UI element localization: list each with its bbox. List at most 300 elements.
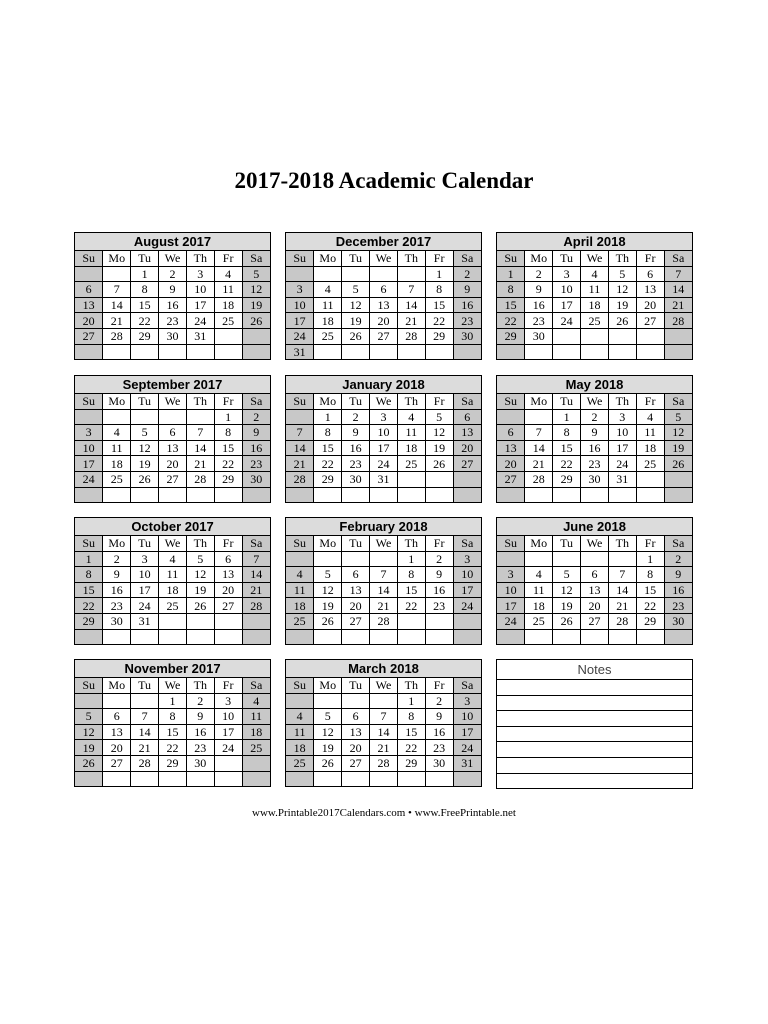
month-calendar xyxy=(285,375,482,503)
day-cell: 5 xyxy=(314,709,342,725)
day-cell xyxy=(242,755,270,771)
day-cell: 7 xyxy=(131,709,159,725)
day-cell: 6 xyxy=(103,709,131,725)
day-cell: 13 xyxy=(342,582,370,598)
day-cell xyxy=(314,487,342,502)
day-cell: 31 xyxy=(453,755,481,771)
day-header: Mo xyxy=(314,678,342,694)
month-title: March 2018 xyxy=(286,660,481,678)
day-cell xyxy=(214,344,242,359)
day-header: We xyxy=(159,394,187,410)
day-cell xyxy=(159,629,187,644)
day-cell: 10 xyxy=(453,709,481,725)
day-cell: 19 xyxy=(242,297,270,313)
day-cell: 5 xyxy=(75,709,103,725)
day-cell: 12 xyxy=(75,724,103,740)
day-cell xyxy=(425,771,453,786)
day-cell: 4 xyxy=(214,266,242,282)
day-cell: 23 xyxy=(525,313,553,329)
day-cell xyxy=(425,487,453,502)
day-cell xyxy=(103,629,131,644)
day-cell: 9 xyxy=(425,567,453,583)
day-cell xyxy=(525,344,553,359)
day-cell xyxy=(581,344,609,359)
day-cell: 25 xyxy=(103,471,131,487)
day-cell xyxy=(214,487,242,502)
day-cell: 19 xyxy=(131,456,159,472)
day-header: Th xyxy=(186,394,214,410)
day-cell: 8 xyxy=(425,282,453,298)
day-header: Mo xyxy=(103,678,131,694)
day-cell xyxy=(664,487,692,502)
day-cell: 13 xyxy=(214,567,242,583)
day-header: Fr xyxy=(214,251,242,267)
notes-line xyxy=(497,680,692,696)
day-cell: 25 xyxy=(286,755,314,771)
day-cell: 26 xyxy=(131,471,159,487)
day-cell: 15 xyxy=(314,440,342,456)
day-cell: 4 xyxy=(581,266,609,282)
day-cell xyxy=(636,471,664,487)
day-cell: 25 xyxy=(286,613,314,629)
day-cell xyxy=(370,344,398,359)
day-cell: 7 xyxy=(186,425,214,441)
day-cell: 16 xyxy=(453,297,481,313)
day-cell xyxy=(608,328,636,344)
day-header: Sa xyxy=(242,678,270,694)
day-cell: 21 xyxy=(242,582,270,598)
day-cell xyxy=(75,771,103,786)
day-cell xyxy=(370,693,398,709)
day-cell: 19 xyxy=(75,740,103,756)
day-header: Fr xyxy=(425,678,453,694)
day-cell: 23 xyxy=(664,598,692,614)
day-cell: 15 xyxy=(214,440,242,456)
day-cell: 12 xyxy=(314,724,342,740)
day-cell: 1 xyxy=(425,266,453,282)
day-header: Sa xyxy=(242,251,270,267)
day-cell: 25 xyxy=(525,613,553,629)
day-cell: 17 xyxy=(214,724,242,740)
day-cell: 5 xyxy=(186,551,214,567)
day-cell: 11 xyxy=(314,297,342,313)
day-cell xyxy=(159,344,187,359)
day-cell: 17 xyxy=(497,598,525,614)
day-cell: 3 xyxy=(75,425,103,441)
day-cell xyxy=(453,629,481,644)
day-cell: 1 xyxy=(131,266,159,282)
day-cell: 31 xyxy=(608,471,636,487)
day-header: We xyxy=(159,536,187,552)
day-cell: 21 xyxy=(664,297,692,313)
day-cell: 19 xyxy=(342,313,370,329)
month-calendar xyxy=(285,517,482,645)
day-cell xyxy=(397,266,425,282)
day-cell xyxy=(397,613,425,629)
day-cell: 5 xyxy=(425,409,453,425)
day-cell: 2 xyxy=(664,551,692,567)
day-cell: 30 xyxy=(453,328,481,344)
day-cell: 5 xyxy=(131,425,159,441)
day-cell: 30 xyxy=(186,755,214,771)
day-cell: 20 xyxy=(581,598,609,614)
month-title: December 2017 xyxy=(286,233,481,251)
day-cell: 3 xyxy=(214,693,242,709)
day-cell: 19 xyxy=(553,598,581,614)
day-cell xyxy=(75,487,103,502)
day-cell xyxy=(286,771,314,786)
day-cell xyxy=(636,328,664,344)
day-cell: 17 xyxy=(453,582,481,598)
day-cell xyxy=(497,409,525,425)
day-cell: 1 xyxy=(214,409,242,425)
day-cell: 24 xyxy=(497,613,525,629)
day-header: Tu xyxy=(342,394,370,410)
day-cell: 27 xyxy=(75,328,103,344)
day-cell xyxy=(103,487,131,502)
day-cell: 3 xyxy=(186,266,214,282)
day-cell: 28 xyxy=(186,471,214,487)
day-cell: 10 xyxy=(497,582,525,598)
day-cell: 27 xyxy=(159,471,187,487)
day-cell: 5 xyxy=(664,409,692,425)
day-cell xyxy=(186,629,214,644)
day-header: Mo xyxy=(314,251,342,267)
day-cell: 9 xyxy=(186,709,214,725)
day-cell: 20 xyxy=(75,313,103,329)
day-cell: 21 xyxy=(370,740,398,756)
day-cell: 6 xyxy=(453,409,481,425)
day-cell: 18 xyxy=(103,456,131,472)
day-cell: 13 xyxy=(453,425,481,441)
day-cell: 21 xyxy=(370,598,398,614)
day-cell: 14 xyxy=(525,440,553,456)
month-title: November 2017 xyxy=(75,660,270,678)
day-cell: 1 xyxy=(159,693,187,709)
day-header: Mo xyxy=(314,394,342,410)
day-cell: 24 xyxy=(453,740,481,756)
day-cell: 26 xyxy=(242,313,270,329)
month-calendar xyxy=(74,232,271,360)
day-cell xyxy=(342,344,370,359)
day-cell: 2 xyxy=(425,551,453,567)
day-cell: 7 xyxy=(370,567,398,583)
day-header: Su xyxy=(286,251,314,267)
month-title: September 2017 xyxy=(75,376,270,394)
day-cell: 28 xyxy=(242,598,270,614)
day-cell: 6 xyxy=(75,282,103,298)
day-cell: 7 xyxy=(286,425,314,441)
day-header: Tu xyxy=(131,251,159,267)
day-cell: 11 xyxy=(525,582,553,598)
day-cell: 26 xyxy=(664,456,692,472)
day-cell: 14 xyxy=(664,282,692,298)
day-cell xyxy=(214,613,242,629)
day-cell: 1 xyxy=(497,266,525,282)
day-cell: 30 xyxy=(159,328,187,344)
day-cell: 11 xyxy=(397,425,425,441)
day-cell: 8 xyxy=(159,709,187,725)
day-cell: 14 xyxy=(286,440,314,456)
day-cell: 18 xyxy=(525,598,553,614)
day-cell xyxy=(553,487,581,502)
notes-box xyxy=(496,659,693,789)
day-cell xyxy=(159,409,187,425)
day-cell: 8 xyxy=(131,282,159,298)
day-cell: 25 xyxy=(159,598,187,614)
day-cell: 29 xyxy=(314,471,342,487)
day-cell xyxy=(553,629,581,644)
day-cell xyxy=(397,487,425,502)
day-cell: 1 xyxy=(636,551,664,567)
day-cell xyxy=(425,344,453,359)
month-calendar xyxy=(74,517,271,645)
day-cell: 9 xyxy=(664,567,692,583)
day-cell: 26 xyxy=(425,456,453,472)
day-cell: 14 xyxy=(370,582,398,598)
month-title: August 2017 xyxy=(75,233,270,251)
day-cell: 26 xyxy=(342,328,370,344)
day-cell: 2 xyxy=(159,266,187,282)
day-cell: 23 xyxy=(453,313,481,329)
day-cell: 28 xyxy=(370,613,398,629)
day-cell: 7 xyxy=(242,551,270,567)
day-cell xyxy=(159,487,187,502)
day-cell: 15 xyxy=(397,724,425,740)
day-header: We xyxy=(581,394,609,410)
day-header: Th xyxy=(186,251,214,267)
day-cell xyxy=(186,487,214,502)
day-cell: 16 xyxy=(242,440,270,456)
day-cell xyxy=(131,771,159,786)
day-cell: 1 xyxy=(397,551,425,567)
day-cell xyxy=(75,409,103,425)
day-cell: 13 xyxy=(581,582,609,598)
day-cell: 18 xyxy=(242,724,270,740)
day-cell: 16 xyxy=(342,440,370,456)
month-calendar xyxy=(285,659,482,787)
day-cell: 11 xyxy=(214,282,242,298)
day-cell xyxy=(314,629,342,644)
month-calendar xyxy=(496,375,693,503)
day-cell xyxy=(553,344,581,359)
month-calendar xyxy=(496,232,693,360)
day-header: Sa xyxy=(664,251,692,267)
day-cell: 19 xyxy=(608,297,636,313)
day-cell xyxy=(314,771,342,786)
footer-text: www.Printable2017Calendars.com • www.FreePrintable.net xyxy=(252,807,516,819)
day-cell xyxy=(159,613,187,629)
day-cell: 11 xyxy=(286,582,314,598)
day-cell: 25 xyxy=(214,313,242,329)
day-cell: 26 xyxy=(553,613,581,629)
day-cell: 22 xyxy=(636,598,664,614)
day-cell: 10 xyxy=(553,282,581,298)
day-cell: 23 xyxy=(581,456,609,472)
day-cell xyxy=(581,629,609,644)
day-header: Su xyxy=(75,251,103,267)
day-cell: 28 xyxy=(103,328,131,344)
day-cell: 6 xyxy=(342,709,370,725)
day-cell xyxy=(664,629,692,644)
day-cell xyxy=(581,328,609,344)
day-cell xyxy=(286,487,314,502)
day-header: Sa xyxy=(453,251,481,267)
day-cell: 27 xyxy=(497,471,525,487)
day-cell: 15 xyxy=(425,297,453,313)
month-calendar xyxy=(74,659,271,787)
day-cell: 17 xyxy=(370,440,398,456)
day-cell: 13 xyxy=(342,724,370,740)
day-cell: 21 xyxy=(186,456,214,472)
day-cell: 28 xyxy=(286,471,314,487)
day-header: Tu xyxy=(553,394,581,410)
day-cell: 24 xyxy=(131,598,159,614)
day-cell: 23 xyxy=(186,740,214,756)
day-cell: 5 xyxy=(608,266,636,282)
day-header: We xyxy=(581,251,609,267)
day-header: Sa xyxy=(242,394,270,410)
day-cell: 31 xyxy=(186,328,214,344)
day-cell: 29 xyxy=(636,613,664,629)
day-cell xyxy=(286,409,314,425)
day-cell: 29 xyxy=(75,613,103,629)
day-cell: 24 xyxy=(453,598,481,614)
day-header: Tu xyxy=(553,251,581,267)
day-cell: 15 xyxy=(553,440,581,456)
day-cell xyxy=(664,471,692,487)
day-cell: 14 xyxy=(103,297,131,313)
day-cell: 4 xyxy=(159,551,187,567)
day-cell: 11 xyxy=(581,282,609,298)
day-cell xyxy=(636,487,664,502)
day-cell: 19 xyxy=(425,440,453,456)
day-cell: 12 xyxy=(242,282,270,298)
day-cell: 30 xyxy=(525,328,553,344)
day-cell xyxy=(242,487,270,502)
month-title: April 2018 xyxy=(497,233,692,251)
day-cell xyxy=(342,693,370,709)
day-cell: 9 xyxy=(103,567,131,583)
day-cell: 21 xyxy=(397,313,425,329)
day-cell xyxy=(608,487,636,502)
day-cell xyxy=(314,344,342,359)
day-cell: 22 xyxy=(75,598,103,614)
day-cell: 10 xyxy=(453,567,481,583)
day-cell: 15 xyxy=(497,297,525,313)
day-cell: 20 xyxy=(342,598,370,614)
day-header: Su xyxy=(75,678,103,694)
day-cell: 27 xyxy=(342,755,370,771)
day-cell xyxy=(186,409,214,425)
day-cell: 28 xyxy=(608,613,636,629)
day-cell: 1 xyxy=(553,409,581,425)
day-cell: 16 xyxy=(103,582,131,598)
day-cell xyxy=(103,693,131,709)
day-cell: 29 xyxy=(425,328,453,344)
day-cell xyxy=(342,771,370,786)
day-cell: 18 xyxy=(397,440,425,456)
day-cell: 18 xyxy=(314,313,342,329)
day-cell: 12 xyxy=(425,425,453,441)
day-cell: 9 xyxy=(453,282,481,298)
day-cell xyxy=(214,328,242,344)
day-cell: 16 xyxy=(186,724,214,740)
day-cell xyxy=(342,629,370,644)
day-cell: 24 xyxy=(214,740,242,756)
day-cell: 2 xyxy=(425,693,453,709)
day-cell: 14 xyxy=(242,567,270,583)
page-title: 2017-2018 Academic Calendar xyxy=(234,168,534,193)
day-cell: 16 xyxy=(581,440,609,456)
day-cell xyxy=(314,266,342,282)
day-cell xyxy=(397,629,425,644)
day-cell: 3 xyxy=(608,409,636,425)
day-cell: 12 xyxy=(186,567,214,583)
notes-line xyxy=(497,774,692,789)
day-cell: 20 xyxy=(370,313,398,329)
day-cell: 22 xyxy=(314,456,342,472)
day-cell xyxy=(664,344,692,359)
day-cell xyxy=(581,551,609,567)
day-cell xyxy=(314,693,342,709)
day-cell: 19 xyxy=(314,598,342,614)
day-header: Mo xyxy=(103,536,131,552)
day-cell xyxy=(286,551,314,567)
day-header: Fr xyxy=(425,251,453,267)
notes-line xyxy=(497,758,692,774)
day-cell: 27 xyxy=(342,613,370,629)
day-cell: 18 xyxy=(286,598,314,614)
day-cell: 10 xyxy=(75,440,103,456)
day-cell: 29 xyxy=(159,755,187,771)
day-cell: 4 xyxy=(286,709,314,725)
day-cell xyxy=(664,328,692,344)
day-cell: 3 xyxy=(286,282,314,298)
day-cell: 6 xyxy=(497,425,525,441)
day-cell: 8 xyxy=(397,567,425,583)
day-cell: 24 xyxy=(75,471,103,487)
day-header: Su xyxy=(75,394,103,410)
day-cell: 17 xyxy=(453,724,481,740)
day-cell xyxy=(103,266,131,282)
day-cell: 26 xyxy=(608,313,636,329)
day-cell: 27 xyxy=(214,598,242,614)
day-cell xyxy=(453,487,481,502)
day-cell: 30 xyxy=(242,471,270,487)
day-cell xyxy=(608,629,636,644)
day-cell xyxy=(242,771,270,786)
day-cell: 5 xyxy=(553,567,581,583)
day-cell: 6 xyxy=(370,282,398,298)
day-cell xyxy=(103,344,131,359)
day-cell xyxy=(214,629,242,644)
day-cell: 24 xyxy=(553,313,581,329)
day-cell: 31 xyxy=(370,471,398,487)
day-cell xyxy=(581,487,609,502)
day-cell: 9 xyxy=(159,282,187,298)
day-cell: 8 xyxy=(636,567,664,583)
day-cell xyxy=(75,693,103,709)
day-cell: 30 xyxy=(342,471,370,487)
day-cell xyxy=(131,693,159,709)
day-cell: 20 xyxy=(103,740,131,756)
day-cell: 8 xyxy=(75,567,103,583)
day-cell: 4 xyxy=(103,425,131,441)
day-header: Mo xyxy=(103,251,131,267)
day-header: Mo xyxy=(525,536,553,552)
day-cell: 26 xyxy=(314,613,342,629)
